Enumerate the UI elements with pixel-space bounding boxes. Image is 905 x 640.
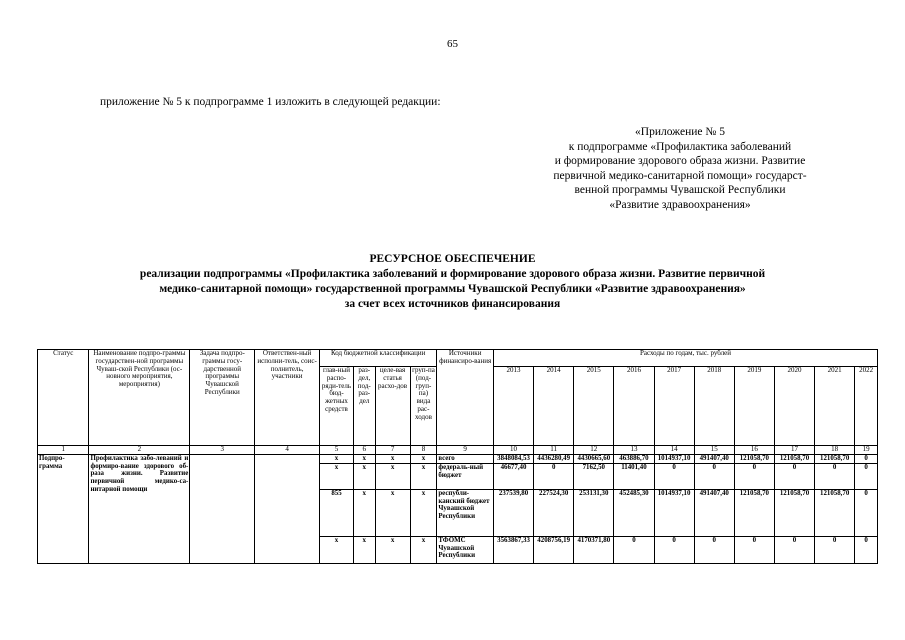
header-year: 2014 [534,367,574,446]
column-number: 2 [89,446,190,455]
header-code-article: целе-вая статья расхо-дов [375,367,410,446]
value-cell: 46677,40 [493,463,533,489]
appendix-line: «Приложение № 5 [635,126,725,138]
value-cell: 121058,70 [734,454,774,463]
value-cell: 1014937,10 [654,489,694,536]
column-number: 6 [353,446,375,455]
table-row [38,454,878,463]
source-cell: республи-канский бюджет Чувашской Республики [437,489,494,536]
appendix-line: первичной медико-санитарной помощи» государст- [553,169,807,182]
header-task: Задача подпро-граммы госу-дарственной программы Чувашской Республики [190,350,255,446]
code-cell: x [410,463,437,489]
value-cell: 237539,80 [493,489,533,536]
column-number: 3 [190,446,255,455]
code-cell: x [375,463,410,489]
value-cell: 452485,30 [614,489,654,536]
appendix-line: венной программы Чувашской Республики [574,184,786,196]
value-cell: 0 [774,463,814,489]
value-cell: 121058,70 [774,489,814,536]
value-cell: 0 [774,536,814,563]
value-cell: 4170371,80 [574,536,614,563]
column-number: 11 [534,446,574,455]
value-cell: 0 [855,463,878,489]
value-cell: 121058,70 [815,489,855,536]
value-cell: 3563867,33 [493,536,533,563]
code-cell: x [320,454,354,463]
column-number: 7 [375,446,410,455]
value-cell: 121058,70 [734,489,774,536]
value-cell: 0 [654,463,694,489]
intro-text: приложение № 5 к подпрограмме 1 изложить в следующей редакции: [100,96,441,108]
value-cell: 0 [815,536,855,563]
value-cell: 121058,70 [774,454,814,463]
value-cell: 0 [815,463,855,489]
column-number: 8 [410,446,437,455]
header-expenses: Расходы по годам, тыс. рублей [493,350,877,367]
header-year: 2018 [694,367,734,446]
value-cell: 0 [614,536,654,563]
column-number: 17 [774,446,814,455]
column-number: 19 [855,446,878,455]
code-cell: 855 [320,489,354,536]
code-cell: x [353,454,375,463]
title-line: медико-санитарной помощи» государственной программы Чувашской Республики «Развитие здравоохранения» [159,283,746,295]
value-cell: 0 [855,489,878,536]
value-cell: 0 [694,463,734,489]
value-cell: 0 [855,454,878,463]
code-cell: x [410,489,437,536]
header-year: 2016 [614,367,654,446]
code-cell: x [375,536,410,563]
column-number: 9 [437,446,494,455]
column-number: 15 [694,446,734,455]
header-year: 2021 [815,367,855,446]
value-cell: 253131,30 [574,489,614,536]
value-cell: 11401,40 [614,463,654,489]
code-cell: x [375,454,410,463]
header-year: 2017 [654,367,694,446]
appendix-line: к подпрограмме «Профилактика заболеваний [568,140,792,153]
value-cell: 491407,40 [694,489,734,536]
source-cell: федераль-ный бюджет [437,463,494,489]
appendix-header [520,125,840,212]
resource-table [37,349,878,564]
value-cell: 4208756,19 [534,536,574,563]
value-cell: 1014937,10 [654,454,694,463]
code-cell: x [410,454,437,463]
title-line: РЕСУРСНОЕ ОБЕСПЕЧЕНИЕ [369,253,536,265]
document-title [0,252,905,312]
column-number: 13 [614,446,654,455]
page-number: 65 [447,38,458,50]
column-number: 18 [815,446,855,455]
header-responsible: Ответствен-ный исполни-тель, соис-полнитель, участники [255,350,320,446]
code-cell: x [353,463,375,489]
value-cell: 227524,30 [534,489,574,536]
value-cell: 463886,70 [614,454,654,463]
header-sources: Источники финансиро-вания [437,350,494,446]
appendix-line: и формирование здорового образа жизни. Развитие [554,155,806,167]
code-cell: x [410,536,437,563]
value-cell: 0 [734,536,774,563]
appendix-line: «Развитие здравоохранения» [609,198,751,211]
column-number: 5 [320,446,354,455]
column-number: 4 [255,446,320,455]
header-code-section: раз-дел, под-раз-дел [353,367,375,446]
subprogram-name-cell: Профилактика забо-леваний и формиро-вание здорового об-раза жизни. Развитие первичной медико-са-нитарной помощи [89,454,190,563]
header-year: 2019 [734,367,774,446]
responsible-cell [255,454,320,563]
header-year: 2020 [774,367,814,446]
column-number: 12 [574,446,614,455]
column-number: 16 [734,446,774,455]
code-cell: x [320,463,354,489]
header-status: Статус [38,350,89,446]
value-cell: 4430665,60 [574,454,614,463]
header-code-group: груп-па (под-груп-па) вида рас-ходов [410,367,437,446]
value-cell: 4436280,49 [534,454,574,463]
value-cell: 0 [734,463,774,489]
header-year: 2013 [493,367,533,446]
title-line: реализации подпрограммы «Профилактика заболеваний и формирование здорового образа жизни. Развитие первичной [139,268,766,280]
status-cell: Подпро-грамма [38,454,89,563]
value-cell: 3848084,53 [493,454,533,463]
title-line: за счет всех источников финансирования [344,298,561,310]
header-name: Наименование подпро-граммы государствен-ной программы Чуваш-ской Республики (ос-новного мероприятия, мероприятия) [89,350,190,446]
value-cell: 491407,40 [694,454,734,463]
code-cell: x [353,489,375,536]
column-number: 10 [493,446,533,455]
value-cell: 0 [534,463,574,489]
value-cell: 121058,70 [815,454,855,463]
task-cell [190,454,255,563]
header-year: 2015 [574,367,614,446]
code-cell: x [320,536,354,563]
value-cell: 0 [654,536,694,563]
code-cell: x [353,536,375,563]
value-cell: 0 [694,536,734,563]
source-cell: всего [437,454,494,463]
header-budget-code: Код бюджетной классификации [320,350,437,367]
header-year: 2022 [855,367,878,446]
header-code-grbs: глав-ный распо-ряди-тель бюд-жетных средств [320,367,354,446]
code-cell: x [375,489,410,536]
column-number: 1 [38,446,89,455]
value-cell: 7162,50 [574,463,614,489]
value-cell: 0 [855,536,878,563]
source-cell: ТФОМС Чувашской Республики [437,536,494,563]
column-number: 14 [654,446,694,455]
